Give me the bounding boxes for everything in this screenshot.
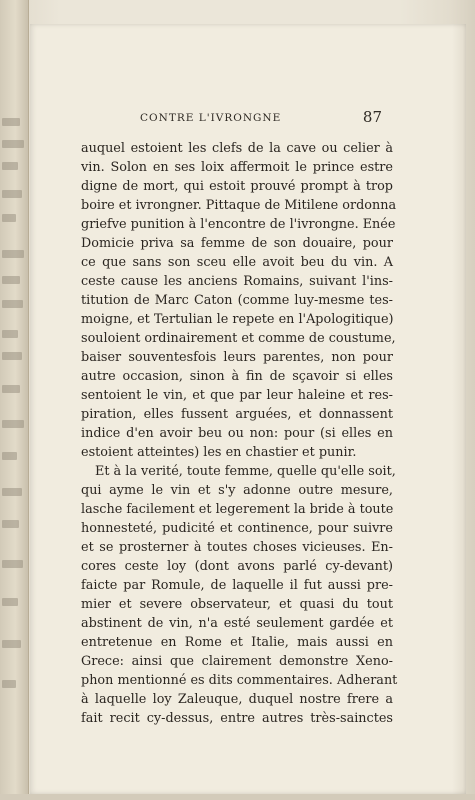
bleed-through-mark — [2, 118, 20, 126]
page-number: 87 — [362, 108, 382, 126]
text-line: souloient ordinairement et comme de coustume, — [81, 331, 396, 346]
page-bottom-edge — [0, 794, 475, 800]
bleed-through-mark — [2, 520, 19, 528]
text-line: Grece: ainsi que clairement demonstre Xeno- — [81, 654, 393, 669]
text-line: autre occasion, sinon à fin de sçavoir si elles — [81, 369, 393, 384]
text-line: Et à la verité, toute femme, quelle qu'elle soit, — [95, 464, 396, 479]
text-line: lasche facilement et legerement la bride à toute — [81, 502, 394, 517]
paragraph — [81, 139, 397, 462]
bleed-through-mark — [2, 560, 23, 568]
text-line: abstinent de vin, n'a esté seulement gardée et — [81, 616, 393, 631]
bleed-through-mark — [2, 276, 20, 284]
paragraph — [81, 462, 398, 728]
text-line: auquel estoient les clefs de la cave ou celier à — [81, 141, 393, 156]
text-line: titution de Marc Caton (comme luy-mesme tes- — [81, 293, 393, 308]
bleed-through-mark — [2, 214, 16, 222]
book-page — [30, 24, 466, 794]
bleed-through-mark — [2, 250, 24, 258]
body-text — [81, 139, 398, 728]
bleed-through-mark — [2, 140, 24, 148]
text-line: griefve punition à l'encontre de l'ivrongne. Enée — [81, 217, 396, 232]
bleed-through-mark — [2, 385, 20, 393]
text-line: à laquelle loy Zaleuque, duquel nostre frere a — [81, 692, 393, 707]
bleed-through-mark — [2, 488, 22, 496]
text-line: honnesteté, pudicité et continence, pour suivre — [81, 521, 393, 536]
bleed-through-mark — [2, 352, 22, 360]
text-line: baiser souventesfois leurs parentes, non pour — [81, 350, 393, 365]
text-line: vin. Solon en ses loix affermoit le prince estre — [81, 160, 393, 175]
text-line: moigne, et Tertulian le repete en l'Apologitique) — [81, 312, 394, 327]
text-line: cores ceste loy (dont avons parlé cy-devant) — [81, 559, 393, 574]
text-line: ce que sans son sceu elle avoit beu du vin. A — [81, 255, 393, 270]
bleed-through-mark — [2, 162, 18, 170]
text-line: digne de mort, qui estoit prouvé prompt à trop — [81, 179, 393, 194]
bleed-through-mark — [2, 420, 24, 428]
bleed-through-mark — [2, 190, 22, 198]
text-line: faicte par Romule, de laquelle il fut aussi pre- — [81, 578, 393, 593]
text-line: phon mentionné es dits commentaires. Adherant — [81, 673, 398, 688]
text-line: et se prosterner à toutes choses vicieuses. En- — [81, 540, 393, 555]
text-line: sentoient le vin, et que par leur haleine et res- — [81, 388, 393, 403]
running-head — [140, 110, 400, 128]
bleed-through-mark — [2, 598, 18, 606]
text-line: qui ayme le vin et s'y adonne outre mesure, — [81, 483, 393, 498]
running-title: CONTRE L'IVRONGNE — [140, 112, 282, 124]
bleed-through-mark — [2, 452, 17, 460]
text-line: estoient atteintes) les en chastier et punir. — [81, 445, 357, 460]
text-line: boire et ivrongner. Pittaque de Mitilene ordonna — [81, 198, 397, 213]
text-line: entretenue en Rome et Italie, mais aussi en — [81, 635, 393, 650]
text-line: ceste cause les anciens Romains, suivant l'ins- — [81, 274, 393, 289]
text-line: indice d'en avoir beu ou non: pour (si elles en — [81, 426, 393, 441]
text-line: piration, elles fussent arguées, et donnassent — [81, 407, 393, 422]
bleed-through-mark — [2, 640, 21, 648]
bleed-through-mark — [2, 300, 23, 308]
text-line: fait recit cy-dessus, entre autres très-sainctes — [81, 711, 393, 726]
bleed-through-mark — [2, 680, 16, 688]
text-line: mier et severe observateur, et quasi du tout — [81, 597, 393, 612]
bleed-through-mark — [2, 330, 18, 338]
previous-page-edge — [0, 0, 29, 800]
text-line: Domicie priva sa femme de son douaire, pour — [81, 236, 393, 251]
